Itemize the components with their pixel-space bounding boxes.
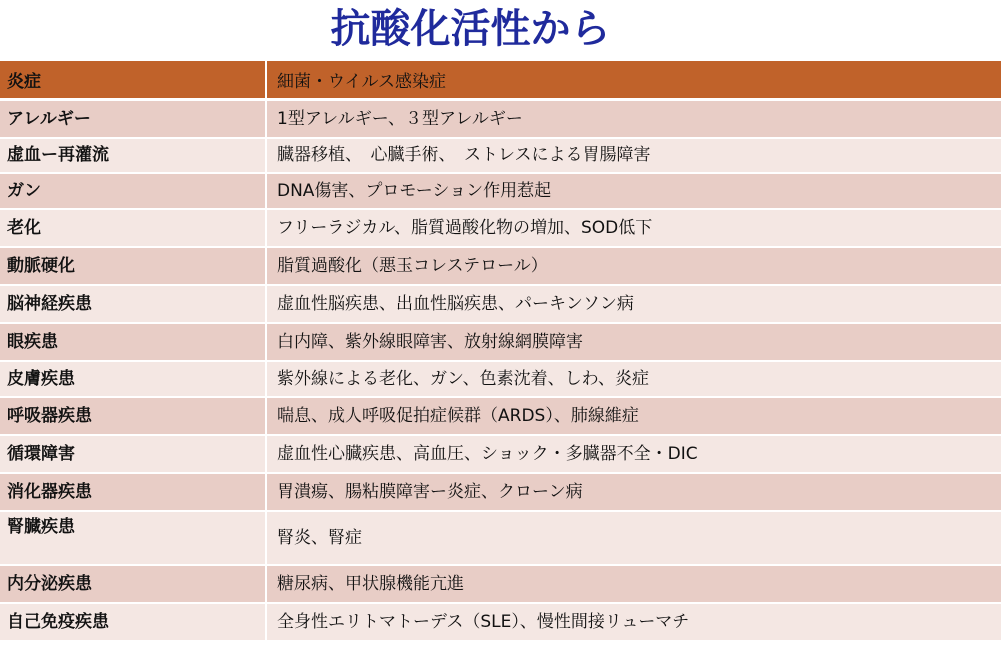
row-category: 皮膚疾患 [0,361,266,397]
table-row [0,511,1001,565]
row-description: 白内障、紫外線眼障害、放射線網膜障害 [266,323,1001,361]
table-row [0,397,1001,435]
row-description: 虚血性心臓疾患、高血圧、ショック・多臓器不全・DIC [266,435,1001,473]
row-description: 臓器移植、 心臓手術、 ストレスによる胃腸障害 [266,138,1001,173]
table-row [0,565,1001,603]
row-description: DNA傷害、プロモーション作用惹起 [266,173,1001,209]
row-description [266,511,1001,565]
table-row [0,247,1001,285]
table-row [0,435,1001,473]
row-description: 1型アレルギー、３型アレルギー [266,100,1001,138]
row-category: 自己免疫疾患 [0,603,266,641]
row-description: 脂質過酸化（悪玉コレステロール） [266,247,1001,285]
table-row [0,473,1001,511]
row-category: 呼吸器疾患 [0,397,266,435]
table-row [0,209,1001,247]
table-row [0,100,1001,138]
row-description: 全身性エリトマトーデス（SLE）、慢性間接リューマチ [266,603,1001,641]
row-description: 紫外線による老化、ガン、色素沈着、しわ、炎症 [266,361,1001,397]
row-category: 老化 [0,209,266,247]
row-category: 消化器疾患 [0,473,266,511]
table-row [0,138,1001,173]
row-description-line1: 腎炎、腎症 [277,527,362,548]
header-category: 炎症 [0,61,266,100]
row-category: 虚血ー再灌流 [0,138,266,173]
row-category: 腎臓疾患 [0,511,266,565]
disease-table [0,61,1001,642]
page-title: 抗酸化活性から [330,6,611,52]
row-category: 眼疾患 [0,323,266,361]
table-row [0,361,1001,397]
row-category: 脳神経疾患 [0,285,266,323]
header-description: 細菌・ウイルス感染症 [266,61,1001,100]
row-description: 糖尿病、甲状腺機能亢進 [266,565,1001,603]
table-row [0,173,1001,209]
row-category: アレルギー [0,100,266,138]
row-category: 内分泌疾患 [0,565,266,603]
row-category: 動脈硬化 [0,247,266,285]
row-description: 虚血性脳疾患、出血性脳疾患、パーキンソン病 [266,285,1001,323]
row-description: 胃潰瘍、腸粘膜障害ー炎症、クローン病 [266,473,1001,511]
table-row [0,285,1001,323]
table-row [0,323,1001,361]
row-description: フリーラジカル、脂質過酸化物の増加、SOD低下 [266,209,1001,247]
row-category: 循環障害 [0,435,266,473]
row-description: 喘息、成人呼吸促拍症候群（ARDS）、肺線維症 [266,397,1001,435]
table-row [0,603,1001,641]
row-category: ガン [0,173,266,209]
table-header-row [0,61,1001,100]
